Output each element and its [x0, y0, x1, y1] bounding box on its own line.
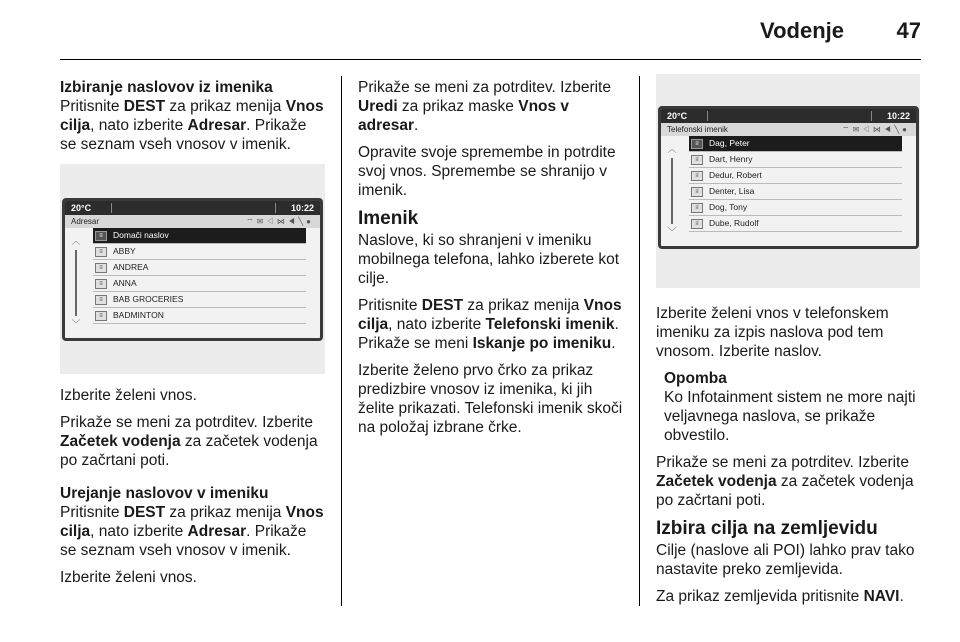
status-bar: [661, 109, 916, 123]
list-item[interactable]: [93, 228, 306, 244]
paragraph: Izberite želeno prvo črko za prikaz predizbire vnosov iz imenika, ki jih želite prikazati. Telefonski imenik skoči na položaj izbrane črke.: [358, 362, 623, 436]
contact-icon: ≡: [95, 295, 107, 305]
device-screen: [658, 106, 919, 249]
list-item-label: Domači naslov: [113, 230, 169, 240]
paragraph: Prikaže se meni za potrditev. Izberite Začetek vodenja za začetek vodenja po začrtani poti.: [656, 454, 914, 509]
list-item-label: Dedur, Robert: [709, 170, 762, 180]
paragraph: Za prikaz zemljevida pritisnite NAVI.: [656, 588, 904, 605]
contact-icon: ≡: [691, 187, 703, 197]
list-item[interactable]: [93, 308, 306, 324]
contact-icon: ≡: [691, 203, 703, 213]
contact-icon: ≡: [95, 247, 107, 257]
section-heading-address-book: Izbiranje naslovov iz imenika: [60, 79, 273, 96]
list-item[interactable]: [689, 136, 902, 152]
paragraph: Cilje (naslove ali POI) lahko prav tako nastavite preko zemljevida.: [656, 542, 915, 578]
section-heading-phonebook: Imenik: [358, 208, 419, 229]
paragraph: Izberite želeni vnos.: [60, 387, 197, 404]
page-number: 47: [896, 18, 921, 43]
list-item[interactable]: [93, 260, 306, 276]
divider: [275, 203, 276, 213]
phonebook-list: [661, 136, 916, 246]
paragraph: Pritisnite DEST za prikaz menija Vnos cilja, nato izberite Adresar. Prikaže se seznam vseh vnosov v imenik.: [60, 98, 324, 153]
page-header: [0, 0, 960, 60]
screen-subtitle: Telefonski imenik: [667, 125, 728, 134]
note-title: Opomba: [664, 370, 727, 387]
section-heading-map-destination: Izbira cilja na zemljevidu: [656, 518, 878, 539]
screen-subtitle-bar: [661, 123, 916, 136]
list-item[interactable]: [93, 244, 306, 260]
section-heading-edit-addresses: Urejanje naslovov v imeniku: [60, 485, 269, 502]
contact-icon: ≡: [691, 139, 703, 149]
divider: [707, 111, 708, 121]
note-text: Ko Infotainment sistem ne more najti veljavnega naslova, se prikaže obvestilo.: [664, 389, 916, 444]
paragraph: Prikaže se meni za potrditev. Izberite Uredi za prikaz maske Vnos v adresar.: [358, 79, 611, 134]
paragraph: Izberite želeni vnos.: [60, 569, 197, 586]
column-left: [60, 78, 325, 595]
list-item-label: Dube, Rudolf: [709, 218, 759, 228]
list-item-label: ANNA: [113, 278, 137, 288]
status-bar: [65, 201, 320, 215]
scroll-track: [671, 158, 673, 224]
list-item-label: Dag, Peter: [709, 138, 750, 148]
note-box: [656, 369, 922, 445]
list-item-label: Denter, Lisa: [709, 186, 755, 196]
status-icons: ⌔✉◁⋈◀╲●: [842, 125, 910, 134]
paragraph: Pritisnite DEST za prikaz menija Vnos cilja, nato izberite Telefonski imenik. Prikaže se meni Iskanje po imeniku.: [358, 297, 622, 352]
paragraph: Pritisnite DEST za prikaz menija Vnos cilja, nato izberite Adresar. Prikaže se seznam vseh vnosov v imenik.: [60, 504, 324, 559]
status-icons: ⌔✉◁⋈◀╲●: [246, 217, 314, 226]
column-right: [656, 74, 922, 614]
clock: 10:22: [290, 203, 314, 213]
list-item[interactable]: [689, 216, 902, 232]
list-item[interactable]: [689, 152, 902, 168]
column-divider: [341, 76, 342, 606]
contact-icon: ≡: [95, 263, 107, 273]
chevron-up-icon[interactable]: ︿: [71, 236, 81, 246]
list-item[interactable]: [93, 292, 306, 308]
list-item-label: BADMINTON: [113, 310, 164, 320]
list-item-label: BAB GROCERIES: [113, 294, 184, 304]
column-divider: [639, 76, 640, 606]
screen-subtitle: Adresar: [71, 217, 100, 226]
contact-icon: ≡: [691, 155, 703, 165]
temperature: 20°C: [71, 203, 92, 213]
screenshot-phonebook: [656, 74, 920, 288]
chevron-down-icon[interactable]: ﹀: [71, 319, 81, 329]
list-item-label: Dog, Tony: [709, 202, 748, 212]
scroll-track: [75, 250, 77, 316]
device-screen: [62, 198, 323, 341]
list-item[interactable]: [93, 276, 306, 292]
paragraph: Opravite svoje spremembe in potrdite svoj vnos. Spremembe se shranijo v imenik.: [358, 144, 616, 199]
column-middle: [358, 78, 624, 445]
contact-icon: ≡: [95, 311, 107, 321]
screen-subtitle-bar: [65, 215, 320, 228]
paragraph: Izberite želeni vnos v telefonskem imeniku za izpis naslova pod tem vnosom. Izberite naslov.: [656, 305, 889, 360]
divider: [111, 203, 112, 213]
list-item[interactable]: [689, 200, 902, 216]
scrollbar[interactable]: [665, 140, 679, 242]
screenshot-address-book: [60, 164, 325, 374]
list-item-label: ANDREA: [113, 262, 149, 272]
divider: [871, 111, 872, 121]
clock: 10:22: [886, 111, 910, 121]
chevron-down-icon[interactable]: ﹀: [667, 227, 677, 237]
temperature: 20°C: [667, 111, 688, 121]
scrollbar[interactable]: [69, 232, 83, 334]
contact-icon: ≡: [691, 171, 703, 181]
contact-icon: ≡: [95, 231, 107, 241]
page-title: Vodenje: [760, 18, 844, 43]
list-item-label: ABBY: [113, 246, 136, 256]
paragraph: Prikaže se meni za potrditev. Izberite Začetek vodenja za začetek vodenja po začrtani poti.: [60, 414, 318, 469]
list-item-label: Dart, Henry: [709, 154, 753, 164]
header-rule: [60, 59, 921, 60]
list-item[interactable]: [689, 168, 902, 184]
contact-icon: ≡: [691, 219, 703, 229]
chevron-up-icon[interactable]: ︿: [667, 144, 677, 154]
list-item[interactable]: [689, 184, 902, 200]
paragraph: Naslove, ki so shranjeni v imeniku mobilnega telefona, lahko izberete kot cilje.: [358, 232, 620, 287]
contact-icon: ≡: [95, 279, 107, 289]
address-list: [65, 228, 320, 338]
